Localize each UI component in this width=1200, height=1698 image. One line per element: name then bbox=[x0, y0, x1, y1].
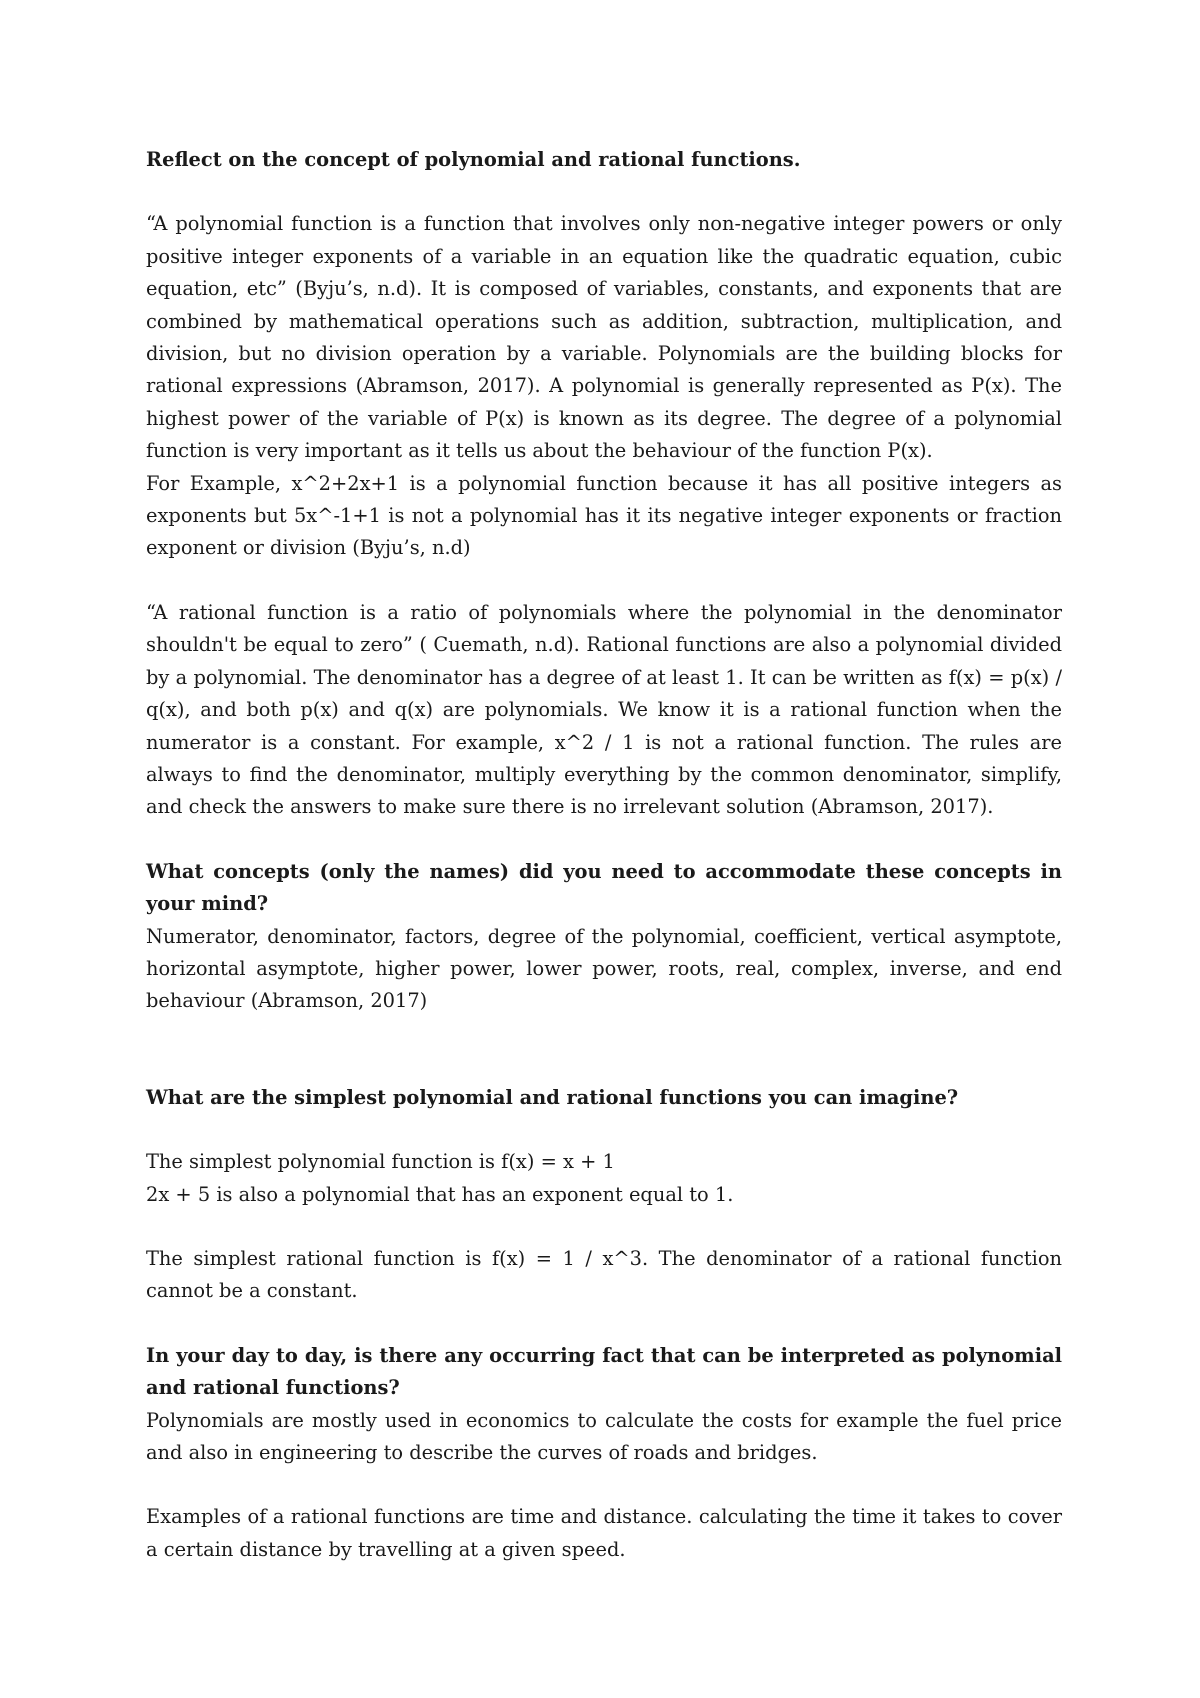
spacer bbox=[146, 1308, 1062, 1340]
spacer bbox=[146, 824, 1062, 856]
line-polynomial-exponent: 2x + 5 is also a polynomial that has an exponent equal to 1. bbox=[146, 1182, 734, 1206]
line-simplest-polynomial: The simplest polynomial function is f(x) = x + 1 bbox=[146, 1150, 615, 1174]
paragraph-concepts-list: Numerator, denominator, factors, degree of the polynomial, coefficient, vertical asymptote, horizontal asymptote, higher power, lower power, roots, real, complex, inverse, and end behaviour (Abramson, 2017) bbox=[146, 924, 1062, 1013]
heading-day-to-day: In your day to day, is there any occurring fact that can be interpreted as polynomial and rational functions? bbox=[146, 1343, 1062, 1400]
document-body bbox=[146, 144, 1062, 1566]
spacer bbox=[146, 1469, 1062, 1501]
paragraph-daily-rational: Examples of a rational functions are time and distance. calculating the time it takes to cover a certain distance by travelling at a given speed. bbox=[146, 1505, 1062, 1561]
paragraph-rational-definition: “A rational function is a ratio of polynomials where the polynomial in the denominator shouldn't be equal to zero” ( Cuemath, n.d). Rational functions are also a polynomial divided by a polynomial. The denominator has a degree of at least 1. It can be written as f(x) = p(x) / q(x), and both p(x) and q(x) are polynomials. We know it is a rational function when the numerator is a constant. For example, x^2 / 1 is not a rational function. The rules are always to find the denominator, multiply everything by the common denominator, simplify, and check the answers to make sure there is no irrelevant solution (Abramson, 2017). bbox=[146, 600, 1062, 819]
spacer bbox=[146, 565, 1062, 597]
paragraph-simplest-rational: The simplest rational function is f(x) = 1 / x^3. The denominator of a rational function cannot be a constant. bbox=[146, 1246, 1062, 1303]
spacer bbox=[146, 176, 1062, 208]
spacer bbox=[146, 1018, 1062, 1082]
spacer bbox=[146, 1211, 1062, 1243]
spacer bbox=[146, 1114, 1062, 1146]
paragraph-polynomial-example: For Example, x^2+2x+1 is a polynomial function because it has all positive integers as exponents but 5x^-1+1 is not a polynomial has it its negative integer exponents or fraction exponent or division (Byju’s, n.d) bbox=[146, 471, 1062, 560]
paragraph-polynomial-definition: “A polynomial function is a function that involves only non-negative integer powers or only positive integer exponents of a variable in an equation like the quadratic equation, cubic equation, etc” (Byju’s, n.d). It is composed of variables, constants, and exponents that are combined by mathematical operations such as addition, subtraction, multiplication, and division, but no division operation by a variable. Polynomials are the building blocks for rational expressions (Abramson, 2017). A polynomial is generally represented as P(x). The highest power of the variable of P(x) is known as its degree. The degree of a polynomial function is very important as it tells us about the behaviour of the function P(x). bbox=[146, 212, 1062, 463]
paragraph-daily-polynomial: Polynomials are mostly used in economics to calculate the costs for example the fuel price and also in engineering to describe the curves of roads and bridges. bbox=[146, 1408, 1062, 1464]
heading-concepts: What concepts (only the names) did you need to accommodate these concepts in your mind? bbox=[146, 859, 1062, 916]
heading-reflect: Reflect on the concept of polynomial and rational functions. bbox=[146, 148, 801, 171]
heading-simplest-functions: What are the simplest polynomial and rational functions you can imagine? bbox=[146, 1085, 959, 1109]
